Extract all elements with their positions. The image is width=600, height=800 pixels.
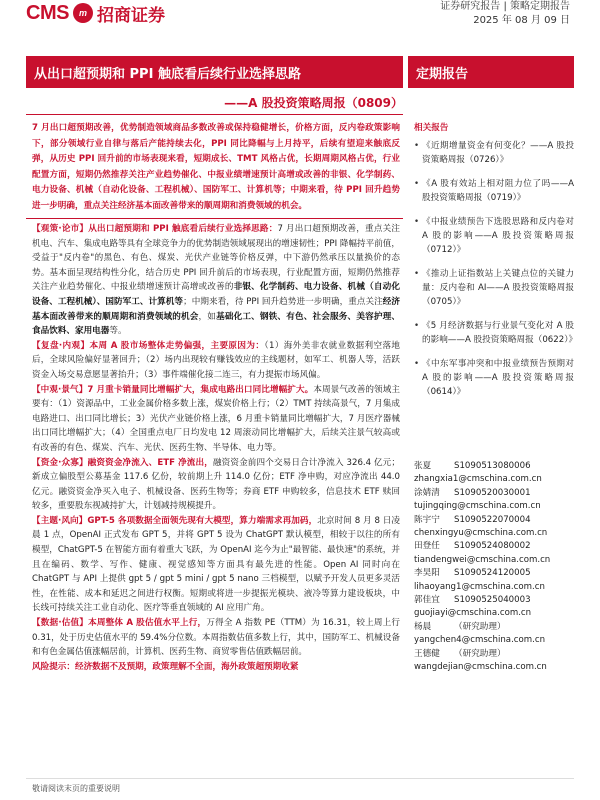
section-lead: 【资金·众寡】 [32, 457, 88, 468]
logo [26, 0, 165, 26]
analyst-email[interactable]: tujingqing@cmschina.com.cn [414, 501, 541, 512]
report-date: 2025 年 08 月 09 日 [473, 15, 570, 26]
analyst-name: 涂婧清 [414, 487, 440, 498]
logo-latin: CMS [26, 1, 69, 24]
analyst-row [414, 460, 574, 473]
section-text: ；中期来看，待 PPI 回升趋势进一步明确，重点关注 [183, 296, 383, 307]
related-reports [414, 121, 578, 409]
divider [26, 114, 403, 115]
section-lead: 【主题·风向】 [32, 515, 88, 526]
analyst-row [414, 540, 574, 553]
abstract: 7 月出口超预期改善，优势制造领域商品多数改善或保持稳健增长，价格方面，反内卷政策影响下，部分领域行业自律与落后产能持续去化，PPI 同比降幅与上月持平，后续有望迎来触底反弹，从历史 PPI 回升前的市场表现来看，短期成长、TMT 风格占优，长期周期风格占优，行业配置方面，短期仍然推荐关注产业趋势催化、中报业绩增速预计高增或改善的非银、化学制药、电力设备、机械（自动化设备、工程机械）、国防军工、计算机等；中期来看，待 PPI 回升趋势进一步明确，重点关注经济基本面改善带来的顺周期和消费领域的机会。 [32, 123, 400, 211]
section-text: 7 月出口超预期改善，重点关注机电、汽车、集成电路等具有全球竞争力的优势制造领域展现出的增速韧性；PPI 降幅持平前值，受益于"反内卷"的黑色、有色、煤炭、光伏产业链等价格反弹，中下游仍然承压以量换价的态势。基本面呈现结构性分化，结合历史 PPI 回升前后的市场表现，行业配置方面，短期仍然推荐关注产业趋势催化、中报业绩增速预计高增或改善的 [32, 224, 401, 293]
section-review [32, 339, 400, 383]
analyst-license: （研究助理） [454, 621, 506, 632]
section-lead: 【中观·景气】 [32, 384, 88, 395]
analyst-row [414, 514, 574, 527]
risk-warning [32, 660, 400, 675]
analyst-row [414, 567, 574, 580]
analyst-name: 王德健 [414, 648, 440, 659]
footer-note: 敬请阅读末页的重要说明 [32, 784, 120, 793]
analyst-email[interactable]: tiandengwei@cmschina.com.cn [414, 554, 551, 565]
analyst-email[interactable]: chenxingyu@cmschina.com.cn [414, 528, 548, 539]
section-bold: 非银、化学制药、电力设备、机械（自动化设备、工程机械）、国防军工、计算机等 [32, 282, 400, 307]
divider [26, 218, 403, 219]
related-report-link[interactable] [414, 319, 578, 347]
section-text: 本周景气改善的领域主要有：（1）资源品中，工业金属价格多数上涨，煤炭价格上行；（2）TMT 持续高景气，7 月集成电路进口、出口同比增长；3）光伏产业链价格上涨，6 月重卡销量同比增幅扩大，7 月医疗器械出口同比增幅扩大；（4）全国重点电厂日均发电 12 周滚动同比增幅扩大，后续关注景气较高或有改善的有色、煤炭、汽车、光伏、医药生物、半导体、电力等。 [32, 384, 400, 453]
related-report-link[interactable] [414, 177, 574, 205]
header-meta [440, 0, 570, 28]
analyst-license: S1090524080002 [454, 541, 531, 552]
section-head: GPT-5 各项数据全面领先现有大模型，算力端需求再加码， [87, 515, 318, 526]
section-head: 本周整体 A 股估值水平上行， [88, 618, 207, 629]
section-text: 北京时间 8 月 8 日凌晨 1 点，OpenAI 正式发布 GPT 5，并将 GPT 5 设为 ChatGPT 默认模型，相较于以往的所有模型，ChatGPT-5 在智能方面有着重大飞跃，为 OpenAI 迄今为止"最智能、最快速"的系统，并且在编码、数学、写作、健康、视觉感知等方面具有最先进的性能。Open AI 同时向在 ChatGPT 与 API 上提供 gpt 5 / gpt 5 mini / gpt 5 nano 三档模型，以赋予开发人员更多灵活性，在性能、成本和延迟之间进行权衡。短期或将进一步提振光模块、液冷等算力建设板块，中长线可持续关注工业自动化、医疗等垂直领域的 AI 应用广角。 [32, 515, 400, 614]
related-report-link[interactable] [414, 139, 574, 167]
related-report-title[interactable]: 《中东军事冲突和中报业绩预告预期对 A 股的影响——A 股投资策略周报（0614）》 [422, 359, 574, 397]
report-type-label: 定期报告 [408, 56, 574, 88]
section-text: 万得全 A 指数 PE（TTM）为 16.31，较上周上行 0.31，处于历史估值水平的 59.4%分位数。本周指数估值多数上行，其中，国防军工、机械设备和有色金属估值涨幅居前，计算机、医药生物、商贸零售估值跌幅居前。 [32, 618, 400, 658]
analyst-email[interactable]: zhangxia1@cmschina.com.cn [414, 474, 542, 485]
risk-label: 风险提示： [32, 661, 75, 672]
logo-chinese: 招商证券 [96, 5, 165, 26]
analyst-name: 杨晨 [414, 621, 432, 632]
analyst-email[interactable]: guojiayi@cmschina.com.cn [414, 608, 532, 619]
analyst-license: S1090522070004 [454, 514, 531, 525]
section-valuation [32, 616, 400, 660]
analyst-row [414, 594, 574, 607]
related-report-link[interactable] [414, 357, 574, 399]
analyst-name: 郭佳宜 [414, 595, 440, 606]
risk-text: 经济数据不及预期，政策理解不全面，海外政策超预期收紧 [74, 661, 299, 672]
section-text: 融资资金前四个交易日合计净流入 326.4 亿元；新成立偏股型公募基金 117.6 亿份，较前期上升 114.0 亿份；ETF 净申购，对应净流出 44.0 亿元。融资资金净买入电子、机械设备、医药生物等；券商 ETF 申购较多，信息技术 ETF 赎回较多，重要股东视减持扩大，计划减持规模提升。 [32, 457, 400, 512]
analyst-name: 张夏 [414, 461, 432, 471]
analyst-license: （研究助理） [454, 648, 506, 659]
section-head: 7 月重卡销量同比增幅扩大，集成电路出口同比增幅扩大。 [87, 384, 314, 395]
report-tag: 证券研究报告 | 策略定期报告 [440, 1, 570, 12]
footer-divider [26, 778, 574, 779]
analyst-name: 陈宇宁 [414, 514, 440, 525]
section-funds [32, 456, 400, 514]
related-report-title[interactable]: 《中报业绩预告下选股思路和反内卷对 A 股的影响——A 股投资策略周报（0712）》 [422, 217, 574, 255]
section-head: 融资资金净流入、ETF 净流出， [87, 457, 213, 468]
analyst-name: 田登任 [414, 541, 440, 552]
section-theme [32, 514, 400, 616]
logo-mark-icon: m [73, 3, 93, 23]
section-bold: 基础化工、钢铁、有色、社会服务、美容护理、食品饮料、家用电器 [32, 311, 400, 337]
section-text: 等。 [109, 326, 127, 337]
related-report-link[interactable] [414, 215, 574, 257]
report-body [32, 222, 400, 674]
section-text: ，如 [198, 311, 217, 322]
analyst-license: S1090520030001 [454, 487, 531, 498]
section-strategy [32, 222, 400, 339]
analyst-license: S1090513080006 [454, 461, 531, 471]
analyst-license: S1090525040003 [454, 595, 531, 606]
related-report-title[interactable]: 《A 股有效站上相对阻力位了吗——A 股投资策略周报（0719）》 [422, 179, 574, 203]
section-bold: 经济基本面改善带来的顺周期和消费领域的机会 [32, 296, 400, 322]
analyst-email[interactable]: yangchen4@cmschina.com.cn [414, 635, 546, 646]
report-subtitle: ——A 股投资策略周报（0809） [224, 96, 403, 110]
section-lead: 【复盘·内观】 [32, 340, 90, 351]
analyst-row [414, 648, 574, 661]
analyst-name: 李昊阳 [414, 568, 440, 579]
related-report-title[interactable]: 《推动上证指数站上关键点位的关键力量：反内卷和 AI——A 股投资策略周报（0705）》 [422, 269, 574, 307]
section-head: 本周 A 股市场整体走势偏强，主要原因为： [89, 340, 265, 351]
related-report-title[interactable]: 《近期增量资金有何变化？——A 股投资策略周报（0726）》 [422, 141, 574, 165]
section-lead: 【数据·估值】 [32, 618, 89, 629]
section-lead: 【观策·论市】 [32, 224, 89, 234]
section-prosperity [32, 383, 400, 456]
section-head: 从出口超预期和 PPI 触底看后续行业选择思路： [88, 224, 278, 234]
report-title: 从出口超预期和 PPI 触底看后续行业选择思路 [26, 56, 403, 88]
analyst-email[interactable]: lihaoyang1@cmschina.com.cn [414, 581, 545, 592]
related-heading: 相关报告 [414, 123, 449, 133]
analyst-license: S1090524120005 [454, 568, 531, 579]
analyst-row [414, 487, 574, 500]
related-report-link[interactable] [414, 267, 574, 309]
analyst-list [414, 460, 574, 675]
analyst-email[interactable]: wangdejian@cmschina.com.cn [414, 662, 547, 673]
section-text: （1）海外美非农就业数据利空落地后，全球风险偏好显著回升；（2）场内出现较有赚钱效应的主线题材，如军工、机器人等，活跃资金入场交易意愿显著抬升；（3）事件端催化接二连三，有力提振市场风偏。 [32, 340, 401, 380]
related-report-title[interactable]: 《5 月经济数据与行业景气变化对 A 股的影响——A 股投资策略周报（0622）》 [422, 321, 578, 345]
analyst-row [414, 621, 574, 634]
